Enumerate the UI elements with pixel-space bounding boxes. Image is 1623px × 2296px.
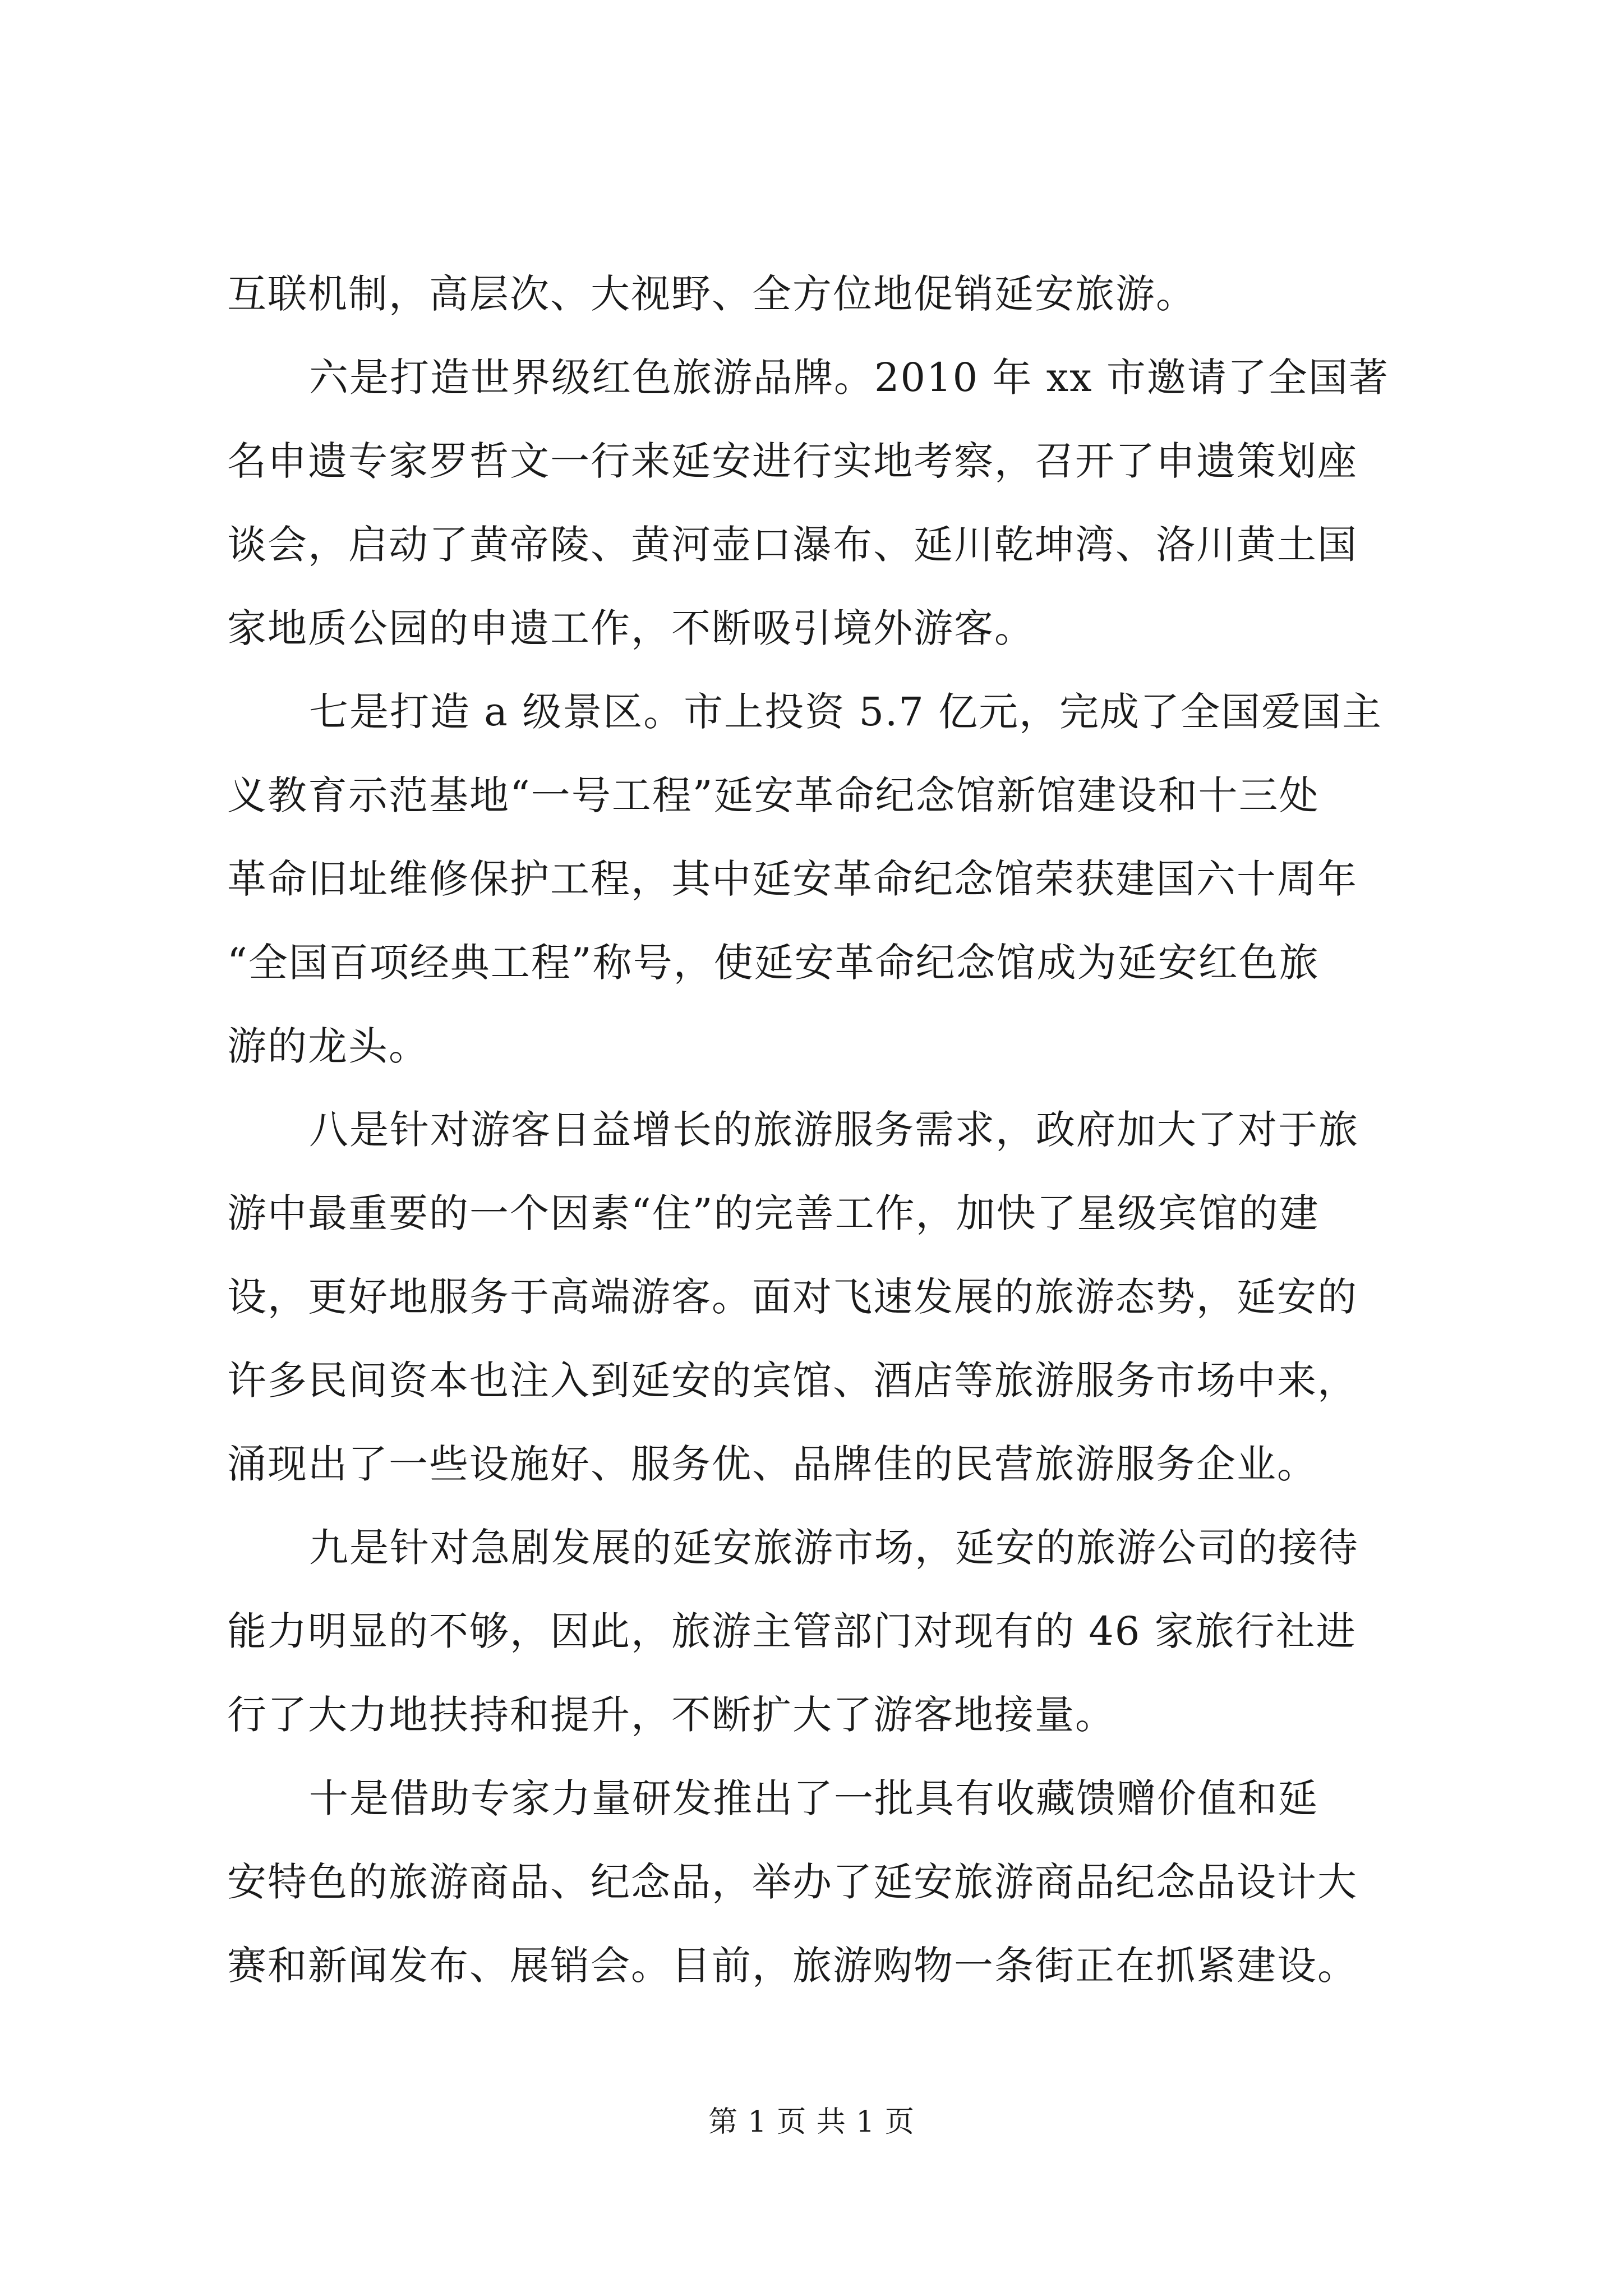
text-line: 谈会，启动了黄帝陵、黄河壶口瀑布、延川乾坤湾、洛川黄土国	[227, 522, 1358, 568]
text-line: 游中最重要的一个因素“住”的完善工作，加快了星级宾馆的建	[227, 1190, 1320, 1236]
text-line: 涌现出了一些设施好、服务优、品牌佳的民营旅游服务企业。	[227, 1441, 1317, 1487]
text-line: 游的龙头。	[227, 1023, 429, 1069]
text-line: 七是打造 a 级景区。市上投资 5.7 亿元，完成了全国爱国主	[309, 689, 1383, 735]
document-body	[227, 252, 1419, 2008]
text-line: 六是打造世界级红色旅游品牌。2010 年 xx 市邀请了全国著	[309, 355, 1389, 401]
text-line: 能力明显的不够，因此，旅游主管部门对现有的 46 家旅行社进	[227, 1608, 1357, 1654]
text-line: 许多民间资本也注入到延安的宾馆、酒店等旅游服务市场中来，	[227, 1358, 1358, 1404]
text-line: 义教育示范基地“一号工程”延安革命纪念馆新馆建设和十三处	[227, 772, 1320, 818]
text-line: 安特色的旅游商品、纪念品，举办了延安旅游商品纪念品设计大	[227, 1859, 1358, 1905]
text-line: 互联机制，高层次、大视野、全方位地促销延安旅游。	[227, 271, 1196, 317]
text-line: 革命旧址维修保护工程，其中延安革命纪念馆荣获建国六十周年	[227, 856, 1358, 902]
text-line: 赛和新闻发布、展销会。目前，旅游购物一条街正在抓紧建设。	[227, 1943, 1358, 1989]
text-line: 设，更好地服务于高端游客。面对飞速发展的旅游态势，延安的	[227, 1274, 1358, 1320]
text-line: 名申遗专家罗哲文一行来延安进行实地考察，召开了申遗策划座	[227, 438, 1358, 484]
text-line: 十是借助专家力量研发推出了一批具有收藏馈赠价值和延	[309, 1775, 1318, 1821]
text-line: 家地质公园的申遗工作，不断吸引境外游客。	[227, 605, 1035, 651]
text-line: 行了大力地扶持和提升，不断扩大了游客地接量。	[227, 1692, 1115, 1738]
text-line: 八是针对游客日益增长的旅游服务需求，政府加大了对于旅	[309, 1107, 1359, 1153]
text-line: 九是针对急剧发展的延安旅游市场，延安的旅游公司的接待	[309, 1525, 1359, 1571]
page-number-footer: 第 1 页 共 1 页	[708, 2105, 915, 2139]
text-line: “全国百项经典工程”称号，使延安革命纪念馆成为延安红色旅	[227, 940, 1320, 986]
